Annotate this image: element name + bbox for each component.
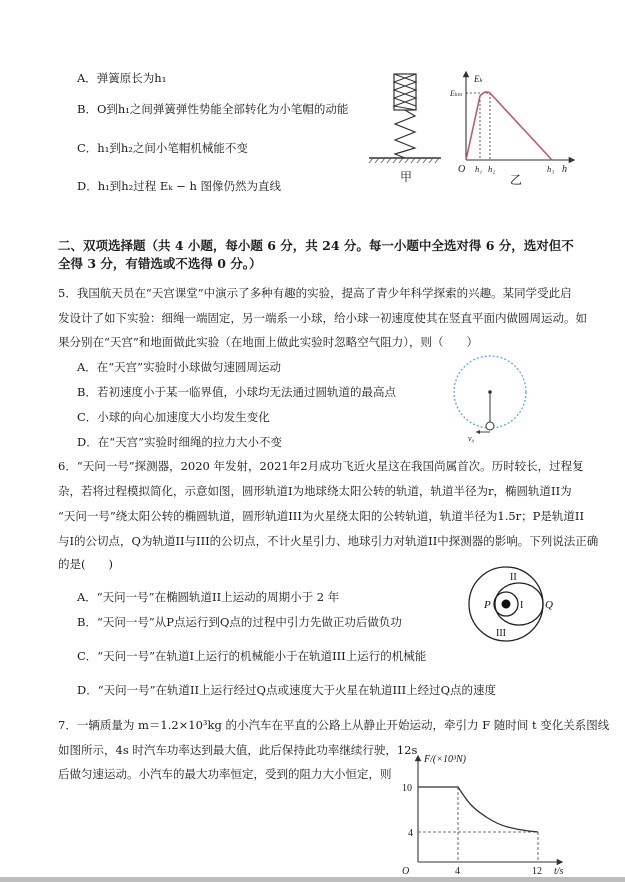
- q6-stem-line3: “天问一号”绕太阳公转的椭圆轨道，圆形轨道III为火星绕太阳的公转轨道，轨道半径为1.5r；P是轨道II: [58, 509, 584, 523]
- q6-option-d: D．“天问一号”在轨道II上运行经过Q点或速度大于火星在轨道III上经过Q点的速度: [77, 683, 497, 697]
- v0-label: v₀: [468, 434, 475, 443]
- y-tick-10: 10: [402, 783, 412, 794]
- q5-option-b: B．若初速度小于某一临界值，小球均无法通过圆轨道的最高点: [77, 385, 396, 399]
- tick-h2: h₂: [488, 164, 496, 174]
- figure-spring-jia: [365, 68, 445, 188]
- q6-option-b: B．“天问一号”从P点运行到Q点的过程中引力先做正功后做负功: [77, 615, 402, 629]
- q5-stem-line1: 5．我国航天员在“天宫课堂”中演示了多种有趣的实验，提高了青少年科学探索的兴趣。某同学受此启: [58, 286, 572, 300]
- q6-stem-line2: 杂，若将过程模拟简化，示意如图，圆形轨道I为地球绕太阳公转的轨道，轨道半径为r，椭圆轨道II为: [58, 484, 572, 498]
- figure-orbits: [458, 566, 568, 646]
- ek-label: Eₖ: [474, 74, 483, 84]
- q4-option-d: D．h₁到h₂过程 Eₖ − h 图像仍然为直线: [77, 179, 282, 193]
- x-tick-12: 12: [532, 866, 542, 874]
- ball: [486, 422, 494, 430]
- q5-option-a: A．在“天宫”实验时小球做匀速圆周运动: [77, 360, 282, 374]
- q5-stem-line2: 发设计了如下实验：细绳一端固定，另一端系一小球，给小球一初速度使其在竖直平面内做圆周运动。如: [58, 311, 587, 325]
- q6-stem-line5: 的是( ): [58, 557, 113, 571]
- tick-h3: h₃: [547, 164, 555, 174]
- label-i: I: [520, 600, 524, 611]
- q5-option-d: D．在“天宫”实验时细绳的拉力大小不变: [77, 435, 282, 449]
- origin-label: O: [402, 866, 410, 874]
- bottom-scrollbar: [0, 877, 625, 882]
- ek-h-curve: [466, 92, 552, 160]
- label-jia: 甲: [400, 170, 413, 184]
- origin-label: O: [458, 164, 466, 175]
- q7-stem-line1: 7．一辆质量为 m＝1.2×10³kg 的小汽车在平直的公路上从静止开始运动，牵引力 F 随时间 t 变化关系图线: [58, 718, 610, 732]
- section2-heading-line2: 全得 3 分，有错选或不选得 0 分。）: [58, 256, 262, 271]
- force-curve: [418, 787, 538, 832]
- q6-stem-line4: 与I的公切点，Q为轨道II与III的公切点，不计火星引力、地球引力对轨道II中探测器的影响。下列说法正确: [58, 534, 599, 548]
- ekm-label: Eₖₘ: [450, 89, 463, 98]
- y-tick-4: 4: [408, 828, 413, 839]
- label-ii: II: [510, 572, 517, 583]
- h-axis-label: h: [562, 164, 567, 175]
- x-tick-4: 4: [455, 866, 460, 874]
- q6-option-c: C．“天问一号”在轨道I上运行的机械能小于在轨道III上运行的机械能: [77, 649, 427, 663]
- q5-option-c: C．小球的向心加速度大小均发生变化: [77, 410, 270, 424]
- q4-option-b: B．O到h₁之间弹簧弹性势能全部转化为小笔帽的动能: [77, 102, 349, 116]
- figure-force-time-chart: [378, 744, 568, 874]
- figure-circular-motion: [450, 350, 530, 445]
- q7-stem-line2: 如图所示，4s 时汽车功率达到最大值，此后保持此功率继续行驶，12s: [58, 743, 418, 757]
- figure-ek-h-yi: [450, 68, 580, 188]
- q5-stem-line3: 果分别在“天宫”和地面做此实验（在地面上做此实验时忽略空气阻力），则（ ）: [58, 335, 479, 349]
- sun: [502, 600, 511, 609]
- q4-option-c: C．h₁到h₂之间小笔帽机械能不变: [77, 141, 248, 155]
- q7-stem-line3: 后做匀速运动。小汽车的最大功率恒定，受到的阻力大小恒定，则: [58, 767, 392, 781]
- q6-stem-line1: 6．“天问一号”探测器，2020 年发射，2021年2月成功飞近火星这在我国尚属首次。历时较长，过程复: [58, 459, 584, 473]
- label-iii: III: [496, 628, 506, 639]
- label-yi: 乙: [510, 173, 523, 187]
- x-axis-label: t/s: [554, 866, 564, 874]
- section2-heading-line1: 二、双项选择题（共 4 小题，每小题 6 分，共 24 分。每一小题中全选对得 6 分，选对但不: [58, 238, 574, 253]
- q4-option-a: A．弹簧原长为h₁: [77, 71, 167, 85]
- label-q: Q: [545, 599, 553, 611]
- y-axis-label: F/(×10³N): [424, 754, 466, 765]
- label-p: P: [484, 599, 491, 611]
- tick-h1: h₁: [475, 164, 483, 174]
- q6-option-a: A．“天问一号”在椭圆轨道II上运动的周期小于 2 年: [77, 590, 340, 604]
